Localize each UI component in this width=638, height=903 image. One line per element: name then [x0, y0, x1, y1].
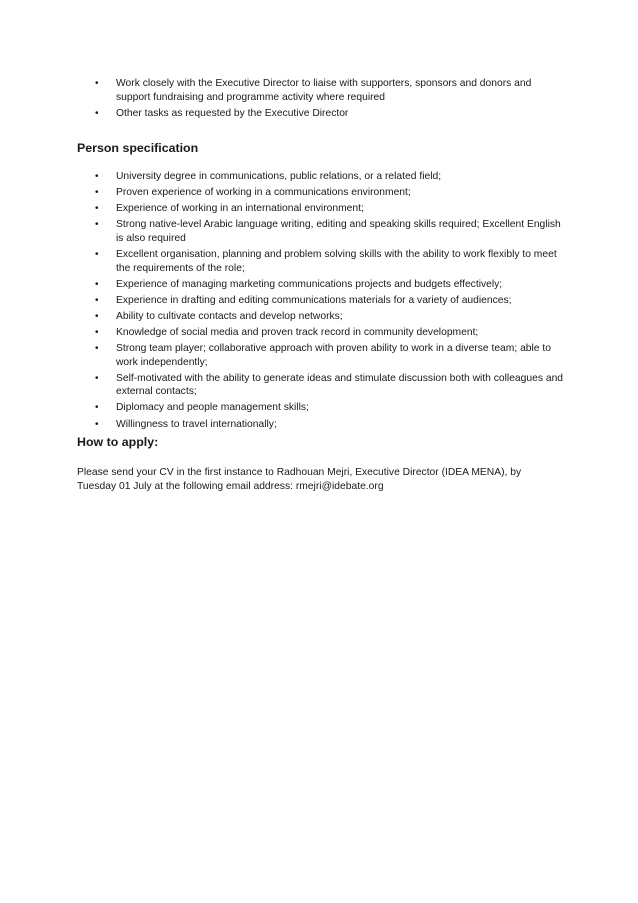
bullet-icon: •: [95, 219, 99, 231]
duties-bullet-list: [95, 77, 565, 123]
person-specification-list: [95, 170, 565, 434]
bullet-text: Willingness to travel internationally;: [116, 418, 277, 430]
bullet-icon: •: [95, 278, 99, 290]
bullet-text: Experience of working in an international environment;: [116, 203, 364, 215]
bullet-text: Self-motivated with the ability to generate ideas and stimulate discussion both with colleagues and external contacts;: [116, 372, 564, 398]
list-item: [95, 342, 565, 369]
how-to-apply-heading: How to apply:: [77, 435, 159, 449]
list-item: [95, 294, 565, 308]
list-item: [95, 278, 565, 292]
bullet-icon: •: [95, 294, 99, 306]
bullet-icon: •: [95, 343, 99, 355]
list-item: [95, 310, 565, 324]
bullet-icon: •: [95, 418, 99, 430]
list-item: [95, 248, 565, 275]
bullet-text: Strong team player; collaborative approach with proven ability to work in a diverse team; able to work independently;: [116, 343, 551, 368]
list-item: [95, 107, 565, 121]
bullet-text: Experience of managing marketing communications projects and budgets effectively;: [116, 278, 503, 290]
bullet-text: Work closely with the Executive Director to liaise with supporters, sponsors and donors and support fundraising and programme activity where required: [116, 78, 532, 103]
list-item: [95, 218, 565, 245]
bullet-icon: •: [95, 248, 99, 260]
how-to-apply-text: Please send your CV in the first instance to Radhouan Mejri, Executive Director (IDEA MENA), by Tuesday 01 July at the following email address: rmejri@idebate.org: [77, 467, 522, 492]
bullet-text: Proven experience of working in a communications environment;: [116, 187, 411, 199]
bullet-text: Other tasks as requested by the Executive Director: [116, 107, 349, 119]
bullet-text: Diplomacy and people management skills;: [116, 402, 309, 414]
bullet-icon: •: [95, 326, 99, 338]
bullet-text: Knowledge of social media and proven track record in community development;: [116, 326, 479, 338]
bullet-icon: •: [95, 203, 99, 215]
bullet-text: Strong native-level Arabic language writing, editing and speaking skills required; Excellent English is also required: [116, 219, 561, 244]
bullet-text: Excellent organisation, planning and problem solving skills with the ability to work flexibly to meet the requirements of the role;: [116, 248, 557, 274]
list-item: [95, 418, 565, 432]
list-item: [95, 372, 565, 399]
person-specification-heading: Person specification: [77, 141, 199, 155]
bullet-icon: •: [95, 171, 99, 182]
bullet-icon: •: [95, 107, 99, 119]
bullet-text: University degree in communications, public relations, or a related field;: [116, 171, 442, 182]
list-item: [95, 401, 565, 415]
bullet-icon: •: [95, 402, 99, 414]
bullet-text: Ability to cultivate contacts and develop networks;: [116, 310, 343, 322]
list-item: [95, 326, 565, 340]
list-item: [95, 186, 565, 200]
bullet-icon: •: [95, 78, 99, 89]
bullet-icon: •: [95, 372, 99, 384]
list-item: [95, 170, 565, 184]
bullet-icon: •: [95, 187, 99, 199]
bullet-icon: •: [95, 310, 99, 322]
bullet-text: Experience in drafting and editing communications materials for a variety of audiences;: [116, 294, 512, 306]
list-item: [95, 77, 565, 104]
list-item: [95, 202, 565, 216]
